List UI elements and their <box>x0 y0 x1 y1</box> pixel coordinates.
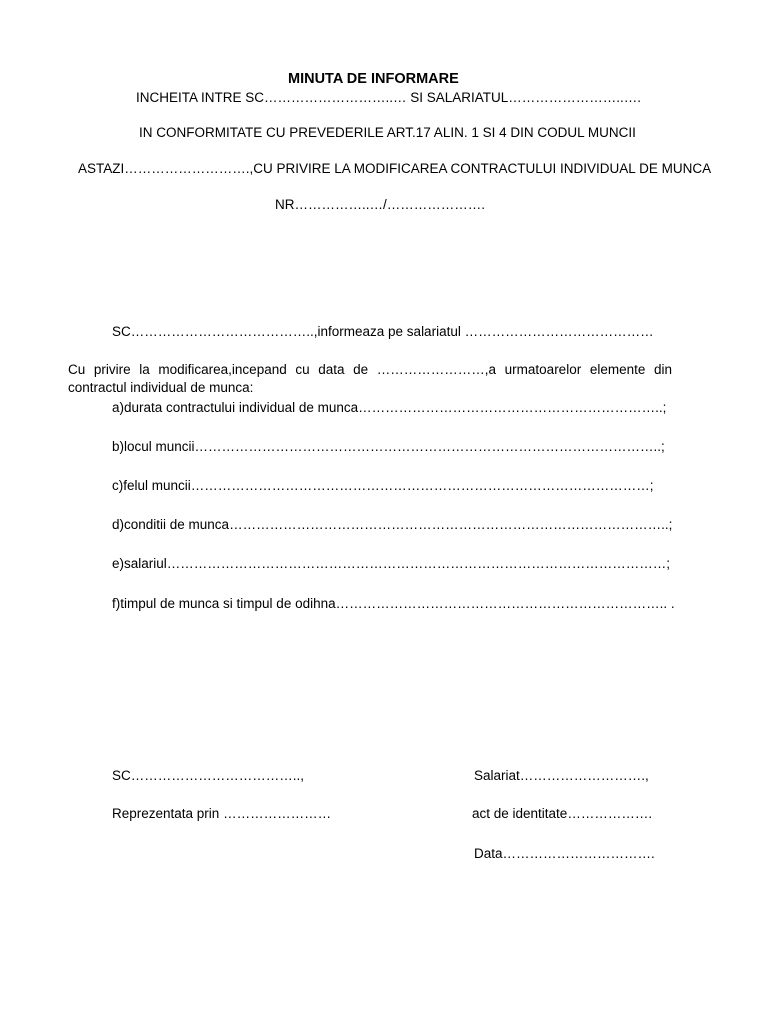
item-working-and-rest-time: f)timpul de munca si timpul de odihna……………………………………………………………….. . <box>112 596 675 611</box>
document-title: MINUTA DE INFORMARE <box>288 71 459 87</box>
legal-basis-line: IN CONFORMITATE CU PREVEDERILE ART.17 ALIN. 1 SI 4 DIN CODUL MUNCII <box>139 125 636 140</box>
item-working-conditions: d)conditii de munca……………………………………………………………………………………..; <box>112 517 673 532</box>
intro-paragraph-line-1: Cu privire la modificarea,incepand cu data de ……………………,a urmatoarelor elemente din <box>68 362 672 377</box>
employee-id-document-line: act de identitate………………. <box>472 806 653 821</box>
employer-representative-line: Reprezentata prin …………………… <box>112 806 332 821</box>
date-line: ASTAZI……………………….,CU PRIVIRE LA MODIFICAREA CONTRACTULUI INDIVIDUAL DE MUNCA <box>78 161 712 176</box>
document-subtitle: INCHEITA INTRE SC………………………..… SI SALARIATUL……………………..…. <box>136 90 642 105</box>
inform-line: SC…………………………………..,informeaza pe salariatul …………………………………… <box>112 324 654 339</box>
intro-paragraph-line-2: contractul individual de munca: <box>68 380 254 395</box>
number-line: NR……………..…/…………………. <box>275 197 486 212</box>
item-salary: e)salariul…………………………………………………………………………………………………; <box>112 556 671 571</box>
employer-company-line: SC……………………………….., <box>112 768 305 783</box>
item-workplace: b)locul muncii…………………………………………………………………………………………..; <box>112 439 665 454</box>
employee-date-line: Data……………………………. <box>474 846 655 861</box>
item-type-of-work: c)felul muncii…………………………………………………………………………………………; <box>112 478 654 493</box>
employee-name-line: Salariat………………………., <box>474 768 649 783</box>
item-duration: a)durata contractului individual de munca…………………………………………………………..; <box>112 400 667 415</box>
